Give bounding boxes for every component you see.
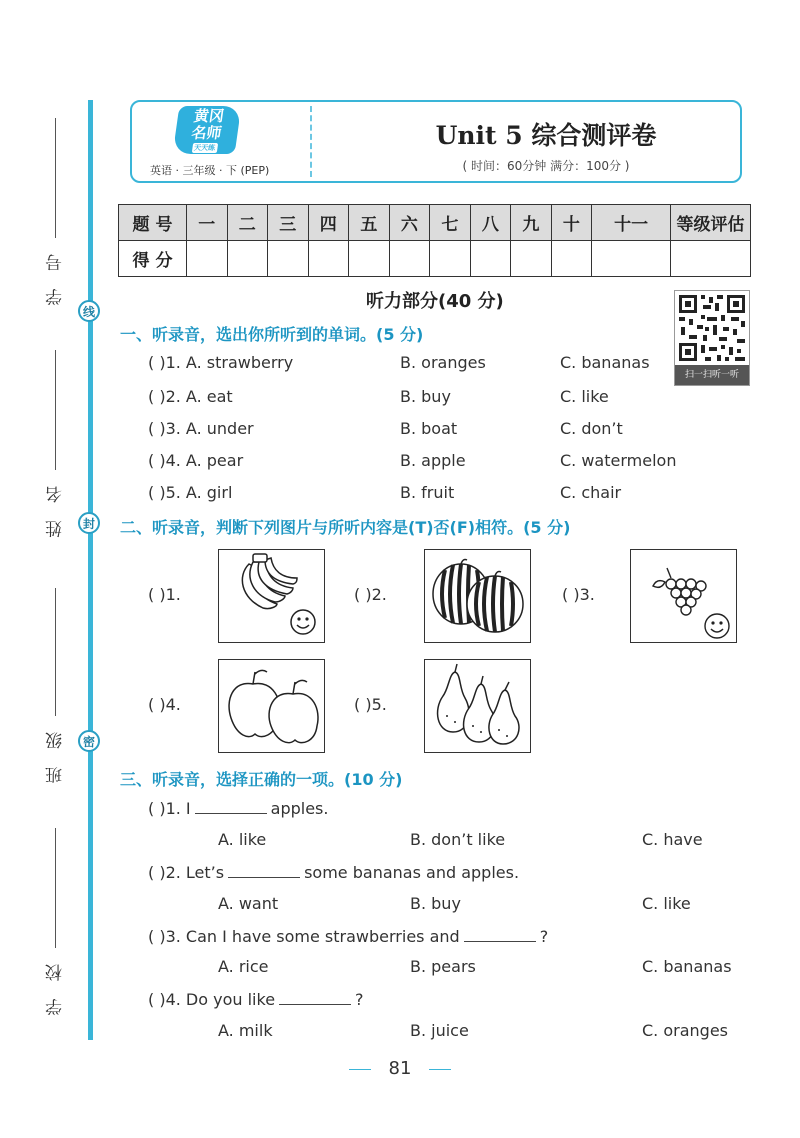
grapes-smiley-icon (631, 550, 735, 641)
part1-question (0, 483, 800, 505)
page-number-text: 81 (388, 1058, 412, 1079)
score-row-label: 得 分 (119, 241, 187, 277)
picture-grapes (630, 549, 737, 643)
answer-blank[interactable] (195, 798, 267, 814)
part1-option-c[interactable]: C. chair (560, 483, 622, 502)
part1-option-c[interactable]: C. like (560, 387, 609, 406)
score-cell[interactable] (268, 241, 309, 277)
part3-question-4 (0, 989, 800, 1011)
question-text: ( )3. Can I have some strawberries and (148, 927, 460, 946)
score-cell[interactable] (470, 241, 511, 277)
answer-blank[interactable] (279, 989, 351, 1005)
part1-question (0, 451, 800, 473)
score-cell[interactable] (187, 241, 228, 277)
part3-question-3 (0, 926, 800, 948)
question-text-end: apples. (270, 799, 329, 818)
score-cell[interactable] (389, 241, 430, 277)
score-header-cell: 五 (349, 205, 390, 241)
apples-icon (219, 660, 323, 751)
part1-option-b[interactable]: B. boat (400, 419, 458, 438)
qr-caption: 扫一扫听一听 (675, 365, 749, 385)
part1-option-a[interactable]: ( )1. A. strawberry (148, 353, 294, 372)
logo-sub: 天天练 (191, 143, 217, 153)
score-header-cell: 八 (470, 205, 511, 241)
part1-question (0, 419, 800, 441)
question-text-end: ? (355, 990, 364, 1009)
part1-option-a[interactable]: ( )4. A. pear (148, 451, 244, 470)
score-header-cell: 七 (430, 205, 471, 241)
question-text: ( )4. Do you like (148, 990, 276, 1009)
score-table (118, 204, 751, 277)
part3-option-b[interactable]: B. pears (410, 957, 476, 976)
part3-question-2 (0, 862, 800, 884)
part3-option-b[interactable]: B. juice (410, 1021, 469, 1040)
time-info: ( 时间：60分钟 满分：100分 ) (462, 159, 630, 173)
class-label: 班 级 (45, 726, 66, 784)
score-cell[interactable] (592, 241, 671, 277)
score-cell[interactable] (511, 241, 552, 277)
answer-blank[interactable] (464, 926, 536, 942)
header-box (130, 100, 742, 183)
score-header-cell: 六 (389, 205, 430, 241)
score-cell[interactable] (551, 241, 592, 277)
score-cell[interactable] (308, 241, 349, 277)
seal-seal: 封 (78, 512, 100, 534)
logo-line-2: 名师 (190, 123, 223, 142)
part3-option-a[interactable]: A. milk (218, 1021, 273, 1040)
part3-option-a[interactable]: A. want (218, 894, 279, 913)
score-table-row (119, 241, 751, 277)
score-header-cell: 三 (268, 205, 309, 241)
score-cell[interactable] (349, 241, 390, 277)
student-number-label: 学 号 (45, 248, 66, 306)
name-field[interactable] (40, 350, 70, 537)
score-header-cell: 题 号 (119, 205, 187, 241)
part1-option-b[interactable]: B. buy (400, 387, 451, 406)
answer-blank[interactable] (228, 862, 300, 878)
part2-answer-5[interactable]: ( )5. (354, 695, 387, 714)
header-divider (310, 106, 312, 177)
seal-secret: 密 (78, 730, 100, 752)
part3-options-4 (0, 1021, 800, 1043)
score-cell[interactable] (671, 241, 751, 277)
part3-option-c[interactable]: C. have (642, 830, 703, 849)
page-dash-left (349, 1069, 371, 1070)
part3-option-c[interactable]: C. bananas (642, 957, 732, 976)
part3-option-c[interactable]: C. like (642, 894, 691, 913)
picture-watermelons (424, 549, 531, 643)
score-cell[interactable] (227, 241, 268, 277)
question-text-end: some bananas and apples. (304, 863, 520, 882)
school-field[interactable] (40, 828, 70, 1015)
part2-answer-1[interactable]: ( )1. (148, 585, 181, 604)
subject-label: 英语 · 三年级 · 下 (PEP) (150, 164, 270, 177)
part3-options-3 (0, 957, 800, 979)
part1-option-b[interactable]: B. apple (400, 451, 466, 470)
name-label: 姓 名 (45, 480, 66, 538)
part3-option-a[interactable]: A. rice (218, 957, 269, 976)
score-header-cell: 十一 (592, 205, 671, 241)
part3-question-1 (0, 798, 800, 820)
page-number (0, 1058, 800, 1079)
score-cell[interactable] (430, 241, 471, 277)
part1-option-c[interactable]: C. watermelon (560, 451, 677, 470)
part2-answer-2[interactable]: ( )2. (354, 585, 387, 604)
score-header-cell: 四 (308, 205, 349, 241)
part1-option-c[interactable]: C. don’t (560, 419, 623, 438)
part1-option-a[interactable]: ( )3. A. under (148, 419, 254, 438)
question-text: ( )1. I (148, 799, 191, 818)
part3-title: 三、听录音，选择正确的一项。(10 分) (120, 770, 403, 789)
page-title: Unit 5 综合测评卷 (435, 121, 657, 150)
part2-answer-4[interactable]: ( )4. (148, 695, 181, 714)
part1-option-a[interactable]: ( )2. A. eat (148, 387, 233, 406)
score-table-header (119, 205, 751, 241)
question-text: ( )2. Let’s (148, 863, 225, 882)
student-number-field[interactable] (40, 118, 70, 305)
part3-option-a[interactable]: A. like (218, 830, 267, 849)
score-header-cell: 一 (187, 205, 228, 241)
part3-option-b[interactable]: B. buy (410, 894, 461, 913)
picture-apples (218, 659, 325, 753)
watermelons-icon (425, 550, 529, 641)
part1-question (0, 353, 800, 375)
part3-options-1 (0, 830, 800, 852)
part3-option-c[interactable]: C. oranges (642, 1021, 728, 1040)
part2-answer-3[interactable]: ( )3. (562, 585, 595, 604)
page-dash-right (429, 1069, 451, 1070)
part2-title: 二、听录音，判断下列图片与所听内容是(T)否(F)相符。(5 分) (120, 518, 571, 537)
part1-question (0, 387, 800, 409)
part3-options-2 (0, 894, 800, 916)
part1-option-b[interactable]: B. oranges (400, 353, 486, 372)
part1-title: 一、听录音，选出你所听到的单词。(5 分) (120, 325, 424, 344)
part1-option-b[interactable]: B. fruit (400, 483, 455, 502)
score-header-cell: 二 (227, 205, 268, 241)
seal-line: 线 (78, 300, 100, 322)
publisher-logo (173, 106, 242, 154)
score-header-cell: 九 (511, 205, 552, 241)
logo-line-1: 黄冈 (192, 106, 226, 125)
part3-option-b[interactable]: B. don’t like (410, 830, 506, 849)
part1-option-a[interactable]: ( )5. A. girl (148, 483, 233, 502)
listening-section-title: 听力部分(40 分) (366, 291, 504, 312)
score-header-cell: 等级评估 (671, 205, 751, 241)
school-label: 学 校 (45, 958, 66, 1016)
question-text-end: ? (539, 927, 549, 946)
picture-bananas (218, 549, 325, 643)
pears-icon (425, 660, 529, 751)
part1-option-c[interactable]: C. bananas (560, 353, 650, 372)
bananas-smiley-icon (219, 550, 323, 641)
score-header-cell: 十 (551, 205, 592, 241)
picture-pears (424, 659, 531, 753)
class-field[interactable] (40, 588, 70, 783)
